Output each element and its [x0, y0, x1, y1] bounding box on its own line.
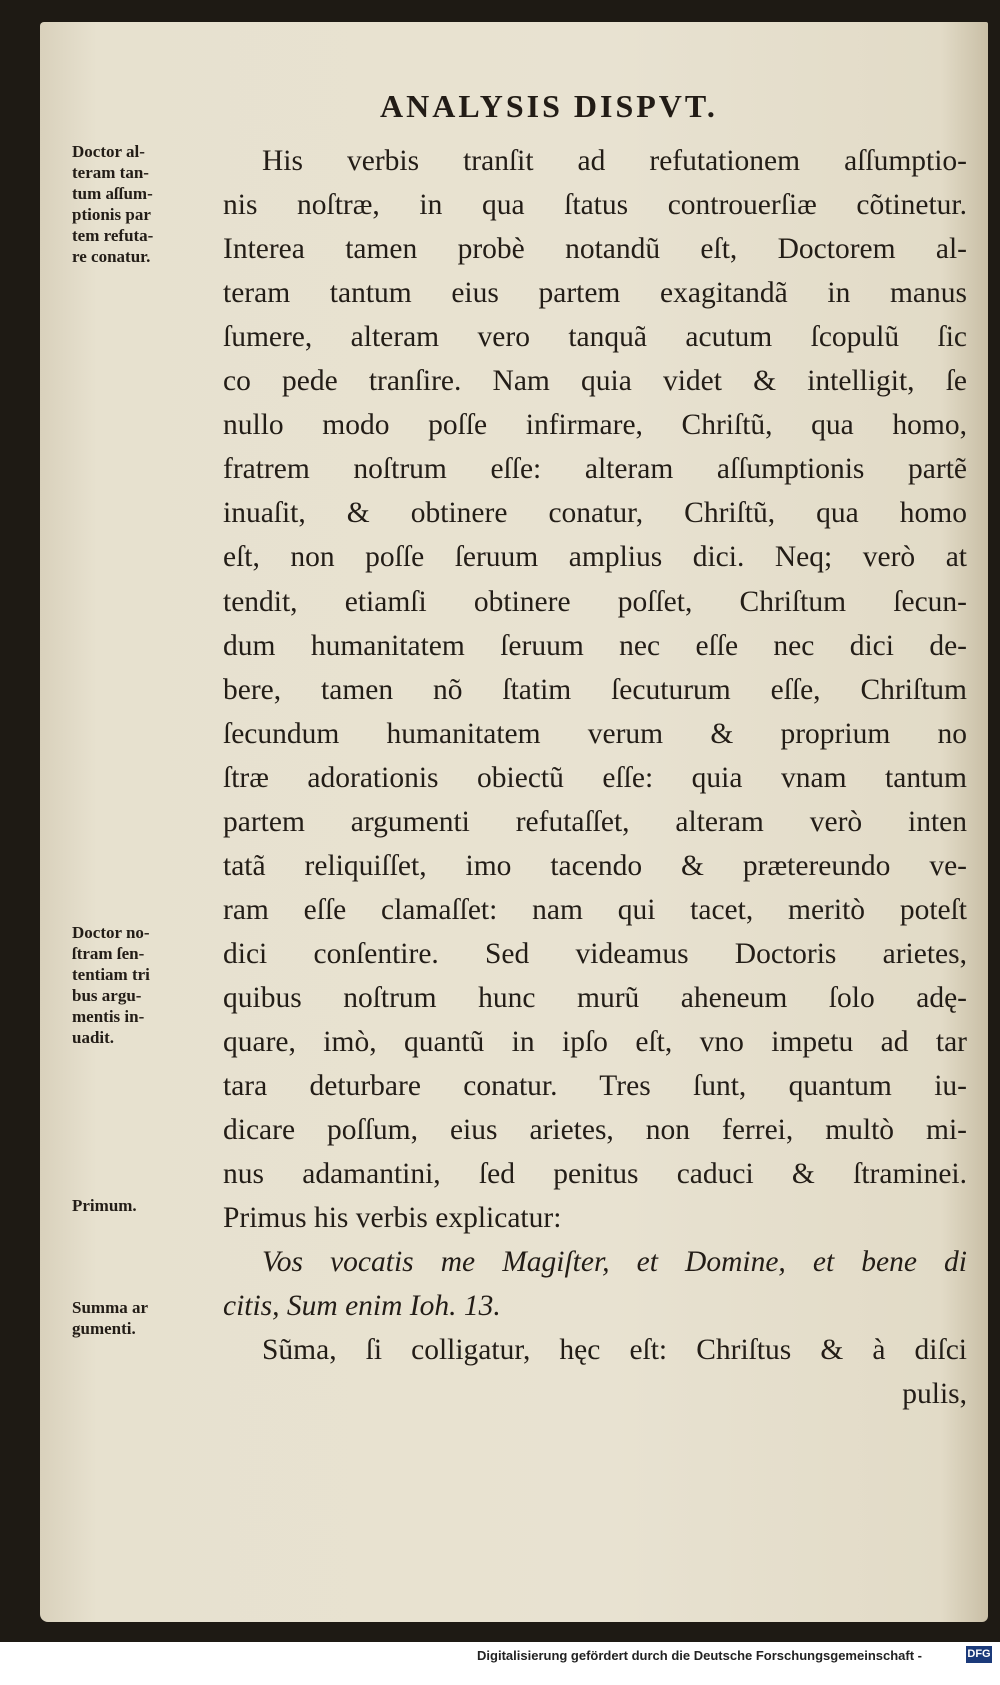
text-line: dici conſentire. Sed videamus Doctoris arietes, — [223, 937, 967, 970]
margin-note-line: Doctor no- — [72, 923, 150, 942]
text-line: eſt, non poſſe ſeruum amplius dici. Neq; verò at — [223, 541, 967, 574]
margin-note-line: gumenti. — [72, 1319, 136, 1338]
margin-note-line: uadit. — [72, 1028, 115, 1047]
margin-note-line: Doctor al- — [72, 142, 145, 161]
text-line: Sũma, ſi colligatur, hęc eſt: Chriſtus & à diſci — [262, 1334, 967, 1367]
text-line: Interea tamen probè notandũ eſt, Doctorem al- — [223, 233, 967, 266]
text-line: teram tantum eius partem exagitandã in manus — [223, 277, 967, 310]
margin-note-line: Summa ar — [72, 1298, 149, 1317]
funding-credit: Digitalisierung gefördert durch die Deutsche Forschungsgemeinschaft - — [477, 1648, 922, 1663]
text-line: nullo modo poſſe infirmare, Chriſtũ, qua homo, — [223, 409, 967, 442]
text-line: inuaſit, & obtinere conatur, Chriſtũ, qua homo — [223, 497, 967, 530]
margin-note-line: ptionis par — [72, 205, 151, 224]
text-line: His verbis tranſit ad refutationem aſſumptio- — [262, 145, 967, 177]
text-line: ſumere, alteram vero tanquã acutum ſcopulũ ſic — [223, 321, 967, 354]
margin-note — [72, 922, 212, 1048]
text-line: ram eſſe clamaſſet: nam qui tacet, meritò poteſt — [223, 893, 967, 926]
text-line: bere, tamen nõ ſtatim ſecuturum eſſe, Chriſtum — [223, 673, 967, 706]
text-line: tara deturbare conatur. Tres ſunt, quantum iu- — [223, 1070, 967, 1103]
text-line: ſtræ adorationis obiectũ eſſe: quia vnam tantum — [223, 761, 967, 794]
margin-note — [72, 1195, 212, 1216]
margin-note-line: tem refuta- — [72, 226, 154, 245]
margin-note — [72, 141, 212, 267]
margin-note — [72, 1297, 212, 1339]
text-line: tatã reliquiſſet, imo tacendo & prætereundo ve- — [223, 849, 967, 882]
text-line: quare, imò, quantũ in ipſo eſt, vno impetu ad tar — [223, 1026, 967, 1058]
margin-note-line: Primum. — [72, 1196, 137, 1215]
text-line: Primus his verbis explicatur: — [223, 1202, 562, 1235]
text-line: citis, Sum enim Ioh. 13. — [223, 1290, 501, 1323]
text-line: Vos vocatis me Magiſter, et Domine, et bene di — [262, 1246, 967, 1279]
text-line: co pede tranſire. Nam quia videt & intelligit, ſe — [223, 365, 967, 398]
text-line: dicare poſſum, eius arietes, non ferrei, multò mi- — [223, 1114, 967, 1147]
text-line: ſecundum humanitatem verum & proprium no — [223, 717, 967, 750]
margin-note-line: ſtram ſen- — [72, 944, 145, 963]
margin-note-line: mentis in- — [72, 1007, 145, 1026]
margin-note-line: teram tan- — [72, 163, 149, 182]
text-line: quibus noſtrum hunc murũ aheneum ſolo adę- — [223, 981, 967, 1014]
text-line: partem argumenti refutaſſet, alteram verò inten — [223, 805, 967, 838]
text-line: pulis, — [902, 1378, 967, 1411]
margin-note-line: bus argu- — [72, 986, 142, 1005]
margin-note-line: re conatur. — [72, 247, 151, 266]
dfg-logo: DFG — [966, 1646, 992, 1663]
margin-note-line: tum aſſum- — [72, 184, 153, 203]
text-line: nus adamantini, ſed penitus caduci & ſtraminei. — [223, 1158, 967, 1191]
text-line: tendit, etiamſi obtinere poſſet, Chriſtum ſecun- — [223, 585, 967, 618]
text-line: fratrem noſtrum eſſe: alteram aſſumptionis partẽ — [223, 453, 967, 486]
margin-note-line: tentiam tri — [72, 965, 150, 984]
text-line: dum humanitatem ſeruum nec eſſe nec dici de- — [223, 629, 967, 662]
running-header: ANALYSIS DISPVT. — [380, 88, 718, 124]
text-line: nis noſtræ, in qua ſtatus controuerſiæ cõtinetur. — [223, 189, 967, 222]
